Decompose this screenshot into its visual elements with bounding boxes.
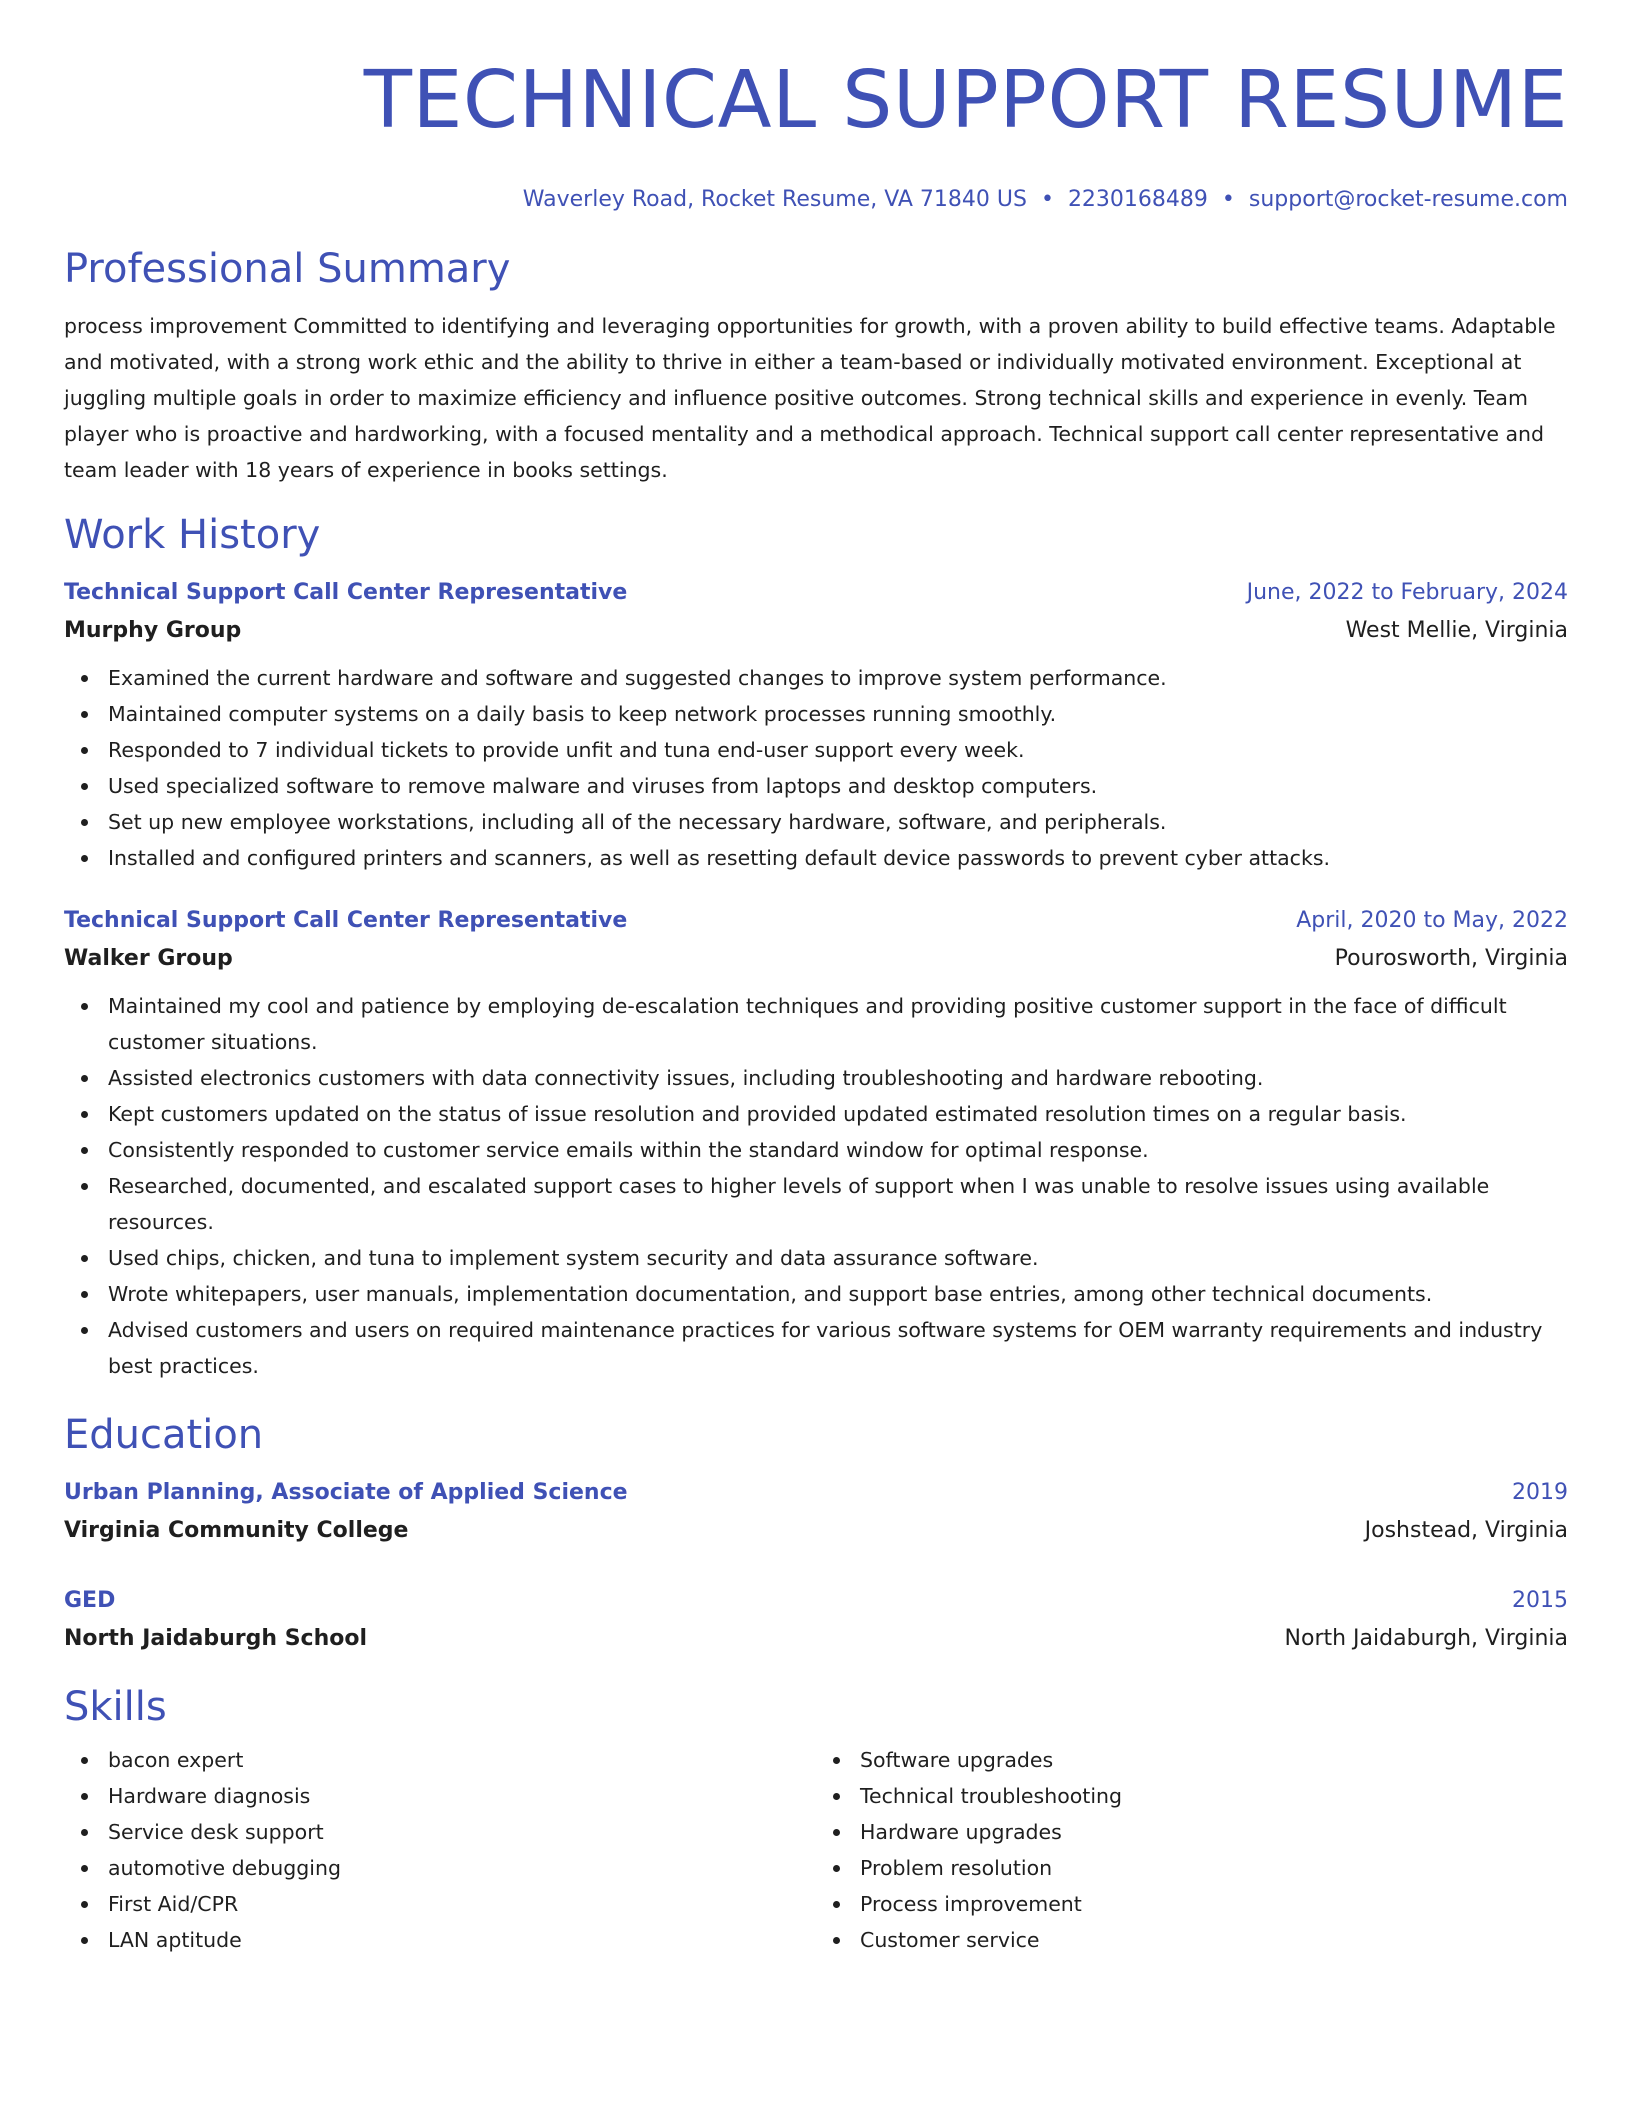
job-dates: June, 2022 to February, 2024 [1246,580,1568,605]
job-bullet: Responded to 7 individual tickets to provide unfit and tuna end-user support every week. [108,732,1568,768]
job-title: Technical Support Call Center Representative [64,580,628,605]
skills-columns [64,1742,1568,1958]
skill-item: LAN aptitude [108,1922,816,1958]
summary-section [64,244,1568,488]
job-bullet: Wrote whitepapers, user manuals, implementation documentation, and support base entries, among other technical documents. [108,1276,1568,1312]
skills-section [64,1682,1568,1958]
education-school: North Jaidaburgh School [64,1626,368,1651]
education-year: 2015 [1512,1588,1568,1613]
job-bullet: Kept customers updated on the status of issue resolution and provided updated estimated resolution times on a regular basis. [108,1096,1568,1132]
work-history-heading: Work History [64,512,321,558]
job-company: Walker Group [64,946,233,971]
job-bullet: Consistently responded to customer service emails within the standard window for optimal response. [108,1132,1568,1168]
contact-email: support@rocket-resume.com [1248,187,1568,212]
education-degree: GED [64,1588,116,1613]
resume-title: TECHNICAL SUPPORT RESUME [363,54,1568,146]
education-year: 2019 [1512,1480,1568,1505]
education-degree: Urban Planning, Associate of Applied Science [64,1480,628,1505]
job-entry [64,574,1568,876]
skill-item: Hardware upgrades [860,1814,1568,1850]
job-bullet: Used chips, chicken, and tuna to implement system security and data assurance software. [108,1240,1568,1276]
summary-heading: Professional Summary [64,246,511,292]
education-heading: Education [64,1412,264,1458]
education-section [64,1410,1568,1658]
job-bullet: Installed and configured printers and scanners, as well as resetting default device passwords to prevent cyber attacks. [108,840,1568,876]
education-location: North Jaidaburgh, Virginia [1284,1626,1568,1651]
skill-item: automotive debugging [108,1850,816,1886]
contact-line [64,186,1568,214]
work-history-section [64,510,1568,1384]
job-company: Murphy Group [64,618,242,643]
skill-item: Customer service [860,1922,1568,1958]
education-school: Virginia Community College [64,1518,409,1543]
job-bullet: Advised customers and users on required maintenance practices for various software systems for OEM warranty requirements and industry best practices. [108,1312,1568,1384]
skill-item: Technical troubleshooting [860,1778,1568,1814]
job-location: West Mellie, Virginia [1345,618,1568,643]
contact-address: Waverley Road, Rocket Resume, VA 71840 US [522,187,1027,212]
skills-list-right [816,1742,1568,1958]
job-bullet: Set up new employee workstations, including all of the necessary hardware, software, and peripherals. [108,804,1568,840]
skill-item: Hardware diagnosis [108,1778,816,1814]
job-bullet: Maintained computer systems on a daily basis to keep network processes running smoothly. [108,696,1568,732]
contact-separator: • [1040,187,1054,212]
education-entry [64,1474,1568,1550]
skill-item: Problem resolution [860,1850,1568,1886]
job-bullet: Maintained my cool and patience by employing de-escalation techniques and providing positive customer support in the face of difficult customer situations. [108,988,1568,1060]
job-title: Technical Support Call Center Representative [64,908,628,933]
education-entry [64,1582,1568,1658]
skill-item: Service desk support [108,1814,816,1850]
skill-item: Process improvement [860,1886,1568,1922]
job-bullet: Used specialized software to remove malware and viruses from laptops and desktop computers. [108,768,1568,804]
education-location: Joshstead, Virginia [1364,1518,1568,1543]
job-bullet: Assisted electronics customers with data connectivity issues, including troubleshooting and hardware rebooting. [108,1060,1568,1096]
job-bullet: Examined the current hardware and software and suggested changes to improve system performance. [108,660,1568,696]
contact-phone: 2230168489 [1067,187,1208,212]
skills-list-left [64,1742,816,1958]
skill-item: Software upgrades [860,1742,1568,1778]
job-entry [64,902,1568,1384]
job-location: Pourosworth, Virginia [1334,946,1568,971]
contact-separator: • [1221,187,1235,212]
job-dates: April, 2020 to May, 2022 [1296,908,1568,933]
summary-text: process improvement Committed to identifying and leveraging opportunities for growth, with a proven ability to build effective teams. Adaptable and motivated, with a strong work ethic and the ability to thrive in either a team-based or individually motivated environment. Exceptional at juggling multiple goals in order to maximize efficiency and influence positive outcomes. Strong technical skills and experience in evenly. Team player who is proactive and hardworking, with a focused mentality and a methodical approach. Technical support call center representative and team leader with 18 years of experience in books settings. [64,314,1556,482]
skill-item: First Aid/CPR [108,1886,816,1922]
resume-header [64,50,1568,214]
job-bullet: Researched, documented, and escalated support cases to higher levels of support when I was unable to resolve issues using available resources. [108,1168,1568,1240]
job-bullets [64,988,1568,1384]
skill-item: bacon expert [108,1742,816,1778]
skills-heading: Skills [64,1684,167,1730]
job-bullets [64,660,1568,876]
